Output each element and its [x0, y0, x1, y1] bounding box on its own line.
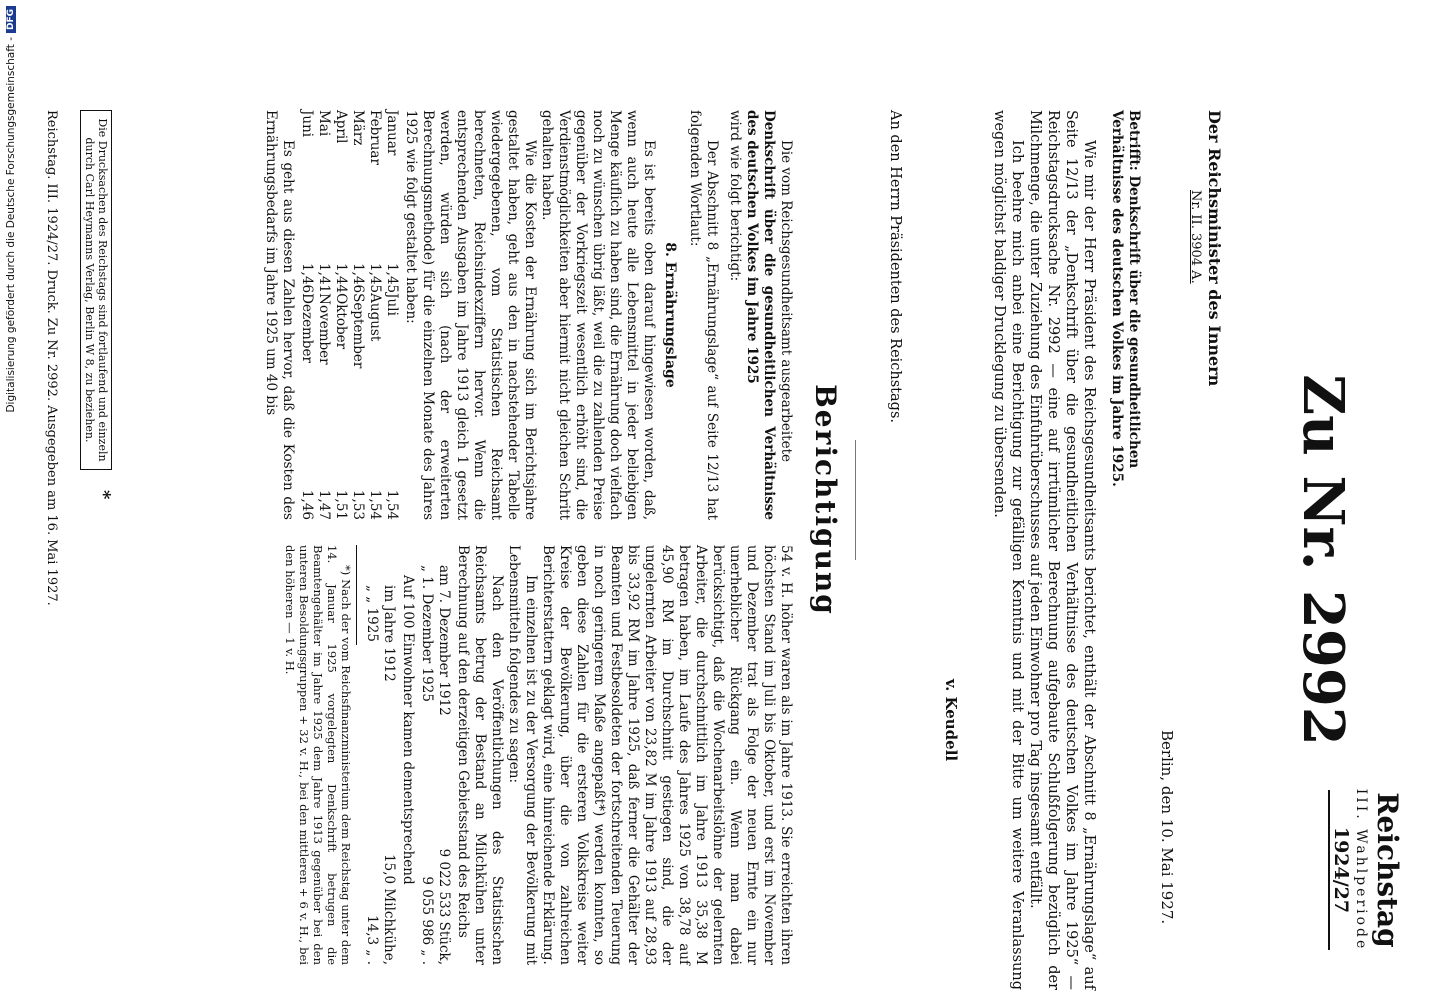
correction-heading: Berichtigung [809, 384, 842, 616]
index-row-cell: 1,44 [333, 263, 349, 294]
index-row [366, 110, 383, 520]
footnote: *) Nach der vom Reichsfinanzministerium dem Reichstag unter dem 14. Januar 1925 vorgelegten Denkschrift betrugen die Beamtengehälter im Jahre 1925 dem Jahre 1913 gegenüber bei den unteren Besoldungsgruppen + 32 v. H., bei den mittleren + 6 v. H., bei den höheren — 1 v. H. [283, 545, 353, 965]
section-heading: 8. Ernährungslage [662, 242, 678, 388]
stock-row [418, 565, 435, 965]
body-paragraph: 54 v. H. höher waren als im Jahre 1913. Sie erreichten ihren höchsten Stand im Juli bis Oktober, und erst im November und Dezember trat als Folge der neuen Ernte ein nur unerheblicher Rückgang ein. Wenn man dabei berücksichtigt, daß die Wochenarbeitslöhne der gelernten Arbeiter, die durchschnittlich im Jahre 1913 35,38 M betragen haben, im Laufe des Jahres 1925 von 38,78 auf 45,90 RM im Durchschnitt gestiegen sind, die der ungelernten Arbeiter von 23,82 M im Jahre 1913 auf 28,93 bis 33,92 RM im Jahre 1925, daß ferner die Gehälter der Beamten und Festbesoldeten der fortschreitenden Teuerung in noch geringerem Maße angepaßt*) werden konnten, so geben diese Zahlen für die ersteren Volkskreise weiter Kreise der Bevölkerung, über die von zahlreichen Berichterstattern geklagt wird, eine hinreichende Erklärung. [540, 545, 794, 965]
wahlperiode-label: III. Wahlperiode [1353, 788, 1369, 952]
right-column [283, 545, 794, 965]
years-label: 1924/27 [1328, 790, 1352, 950]
index-row-cell: 1,46 [299, 489, 315, 520]
index-row-cell: 1,46 [350, 263, 366, 294]
per100-row-cell: im Jahre 1912 [381, 585, 397, 682]
index-row-cell: 1,53 [350, 489, 366, 520]
page-title: Zu Nr. 2992 [1290, 374, 1356, 746]
index-row-cell: Mai [316, 110, 332, 137]
stock-row-cell: am 7. Dezember 1912 [436, 565, 452, 716]
place-date: Berlin, den 10. Mai 1927. [1158, 730, 1176, 925]
doc-title-bold: Denkschrift über die gesundheitlichen Verhältnisse des deutschen Volkes im Jahre 1925 [744, 110, 777, 520]
scan-credit-text: Digitalisierung gefördert durch die Deutsche Forschungsgemeinschaft - [5, 37, 17, 413]
signature: v. Keudell [942, 678, 960, 762]
subject-line: Betrifft: Denkschrift über die gesundheitlichen Verhältnisse des deutschen Volkes im Jahre 1925. [1109, 110, 1142, 487]
index-row-cell: Januar [384, 110, 400, 156]
index-row-cell: 1,51 [333, 489, 349, 520]
index-row-cell: September [350, 293, 366, 369]
distribution-note: Die Drucksachen des Reichstags sind fortlaufend und einzeln durch Carl Heymanns Verlag, Berlin W 8, zu beziehen. [80, 110, 112, 470]
index-row [383, 110, 400, 520]
dfg-logo: DFG [6, 6, 16, 33]
letter-paragraph: Ich beehre mich anbei eine Berichtigung zur gefälligen Kenntnis und mit der Bitte um weitere Veranlassung wegen möglichst baldiger Drucklegung zu übersenden. [991, 110, 1025, 990]
index-row [349, 110, 366, 520]
per100-row [380, 585, 397, 965]
intro-text: Die vom Reichsgesundheitsamt ausgearbeitete [778, 140, 794, 463]
imprint-line: Reichstag. III. 1924/27. Druck. Zu Nr. 2992. Ausgegeben am 16. Mai 1927. [44, 110, 59, 606]
section-reference: Der Abschnitt 8 „Ernährungslage“ auf Seite 12/13 hat folgenden Wortlaut: [687, 110, 720, 520]
index-row-cell: 1,45 [384, 263, 400, 294]
masthead [1328, 770, 1404, 970]
body-paragraph: Auf 100 Einwohner kamen dementsprechend [400, 575, 416, 885]
letter-paragraph: Wie mir der Herr Präsident des Reichsgesundheitsamts berichtet, enthält der Abschnitt 8 „Ernährungslage“ auf Seite 12/13 der „Denkschrift über die gesundheitlichen Verhältnisse des deutschen Volkes im Jahre 1925“ — Reichstagsdrucksache Nr. 2992 — eine auf irrtümlicher Berechnung aufgebaute Schlußfolgerung bezüglich der Milchmenge, die unter Zuziehung des Einfuhrüberschusses auf jeden Einwohner pro Tag insgesamt entfällt. [1027, 110, 1097, 990]
left-column [262, 110, 794, 520]
body-paragraph: Wie die Kosten der Ernährung sich im Berichtsjahre gestaltet haben, geht aus den in nachstehender Tabelle wiedergegebenen, vom Statistischen Reichsamt berechneten, Reichsindexziffern hervor. Wenn die entsprechenden Ausgaben im Jahre 1913 gleich 1 gesetzt werden, würden sich (nach der erweiterten Berechnungsmethode) für die einzelnen Monate des Jahres 1925 wie folgt gestaltet haben: [403, 110, 538, 520]
per100-row-cell: 15,0 Milchkühe, [381, 854, 397, 965]
footnote-rule [356, 545, 357, 645]
scan-credit [0, 0, 22, 1000]
letter-body [990, 110, 1098, 990]
stock-row-cell: 9 055 986 „ . [419, 876, 435, 965]
asterisk-mark: * [93, 490, 114, 500]
index-row-cell: 1,46 [299, 263, 315, 294]
index-row-cell: August [367, 293, 383, 342]
index-row-cell: 1,47 [316, 489, 332, 520]
body-paragraph: Nach den Veröffentlichungen des Statistischen Reichsamts betrug der Bestand an Milchkühen unter Berechnung auf den derzeitigen Gebietsstand des Reichs [455, 545, 505, 965]
sender-block [1187, 110, 1224, 470]
separator-line [855, 440, 856, 560]
index-row-cell: 1,54 [384, 489, 400, 520]
index-row-cell: März [350, 110, 366, 146]
body-paragraph: Es ist bereits oben darauf hingewiesen worden, daß, wenn auch heute alle Lebensmittel in jeder beliebigen Menge käuflich zu haben sind, die Ernährung doch vielfach noch zu wünschen übrig läßt, weil die zu zahlenden Preise gegenüber der Vorkriegszeit wesentlich erhöht sind, die Verdienstmöglichkeiten aber hiermit nicht gleichen Schritt gehalten haben. [539, 110, 657, 520]
index-row-cell: 1,41 [316, 263, 332, 294]
addressee: An den Herrn Präsidenten des Reichstags. [887, 110, 903, 423]
index-row-cell: Juni [299, 110, 315, 138]
index-row [332, 110, 349, 520]
index-row-cell: Dezember [299, 293, 315, 363]
index-row-cell: Oktober [333, 293, 349, 350]
per100-row [363, 585, 380, 965]
index-row-cell: November [316, 293, 332, 365]
stock-row-cell: „ 1. Dezember 1925 [419, 565, 435, 702]
stock-row-cell: 9 022 533 Stück, [436, 848, 452, 965]
index-row [315, 110, 332, 520]
index-row-cell: 1,45 [367, 263, 383, 294]
index-row-cell: 1,54 [367, 489, 383, 520]
milk-cow-stock-table [418, 565, 452, 965]
index-row-cell: Juli [384, 293, 400, 316]
index-row [298, 110, 315, 520]
index-table [298, 110, 400, 520]
index-row-cell: Februar [367, 110, 383, 165]
stock-row [435, 565, 452, 965]
intro-text-2: wird wie folgt berichtigt: [727, 110, 743, 282]
reichstag-label: Reichstag [1371, 792, 1404, 948]
per100-row-cell: 14,3 „ . [364, 915, 380, 965]
file-number: Nr. II. 3904 A. [1188, 190, 1203, 284]
per100-row-cell: „ „ 1925 [364, 585, 380, 642]
index-row-cell: April [333, 110, 349, 144]
sender-name: Der Reichsminister des Innern [1205, 110, 1224, 387]
per-100-table [363, 585, 397, 965]
body-paragraph: Im einzelnen ist zu der Versorgung der Bevölkerung mit Lebensmitteln folgendes zu sagen: [506, 545, 539, 965]
body-paragraph: Es geht aus diesen Zahlen hervor, daß die Kosten des Ernährungsbedarfs im Jahre 1925 um 40 bis [263, 110, 296, 520]
